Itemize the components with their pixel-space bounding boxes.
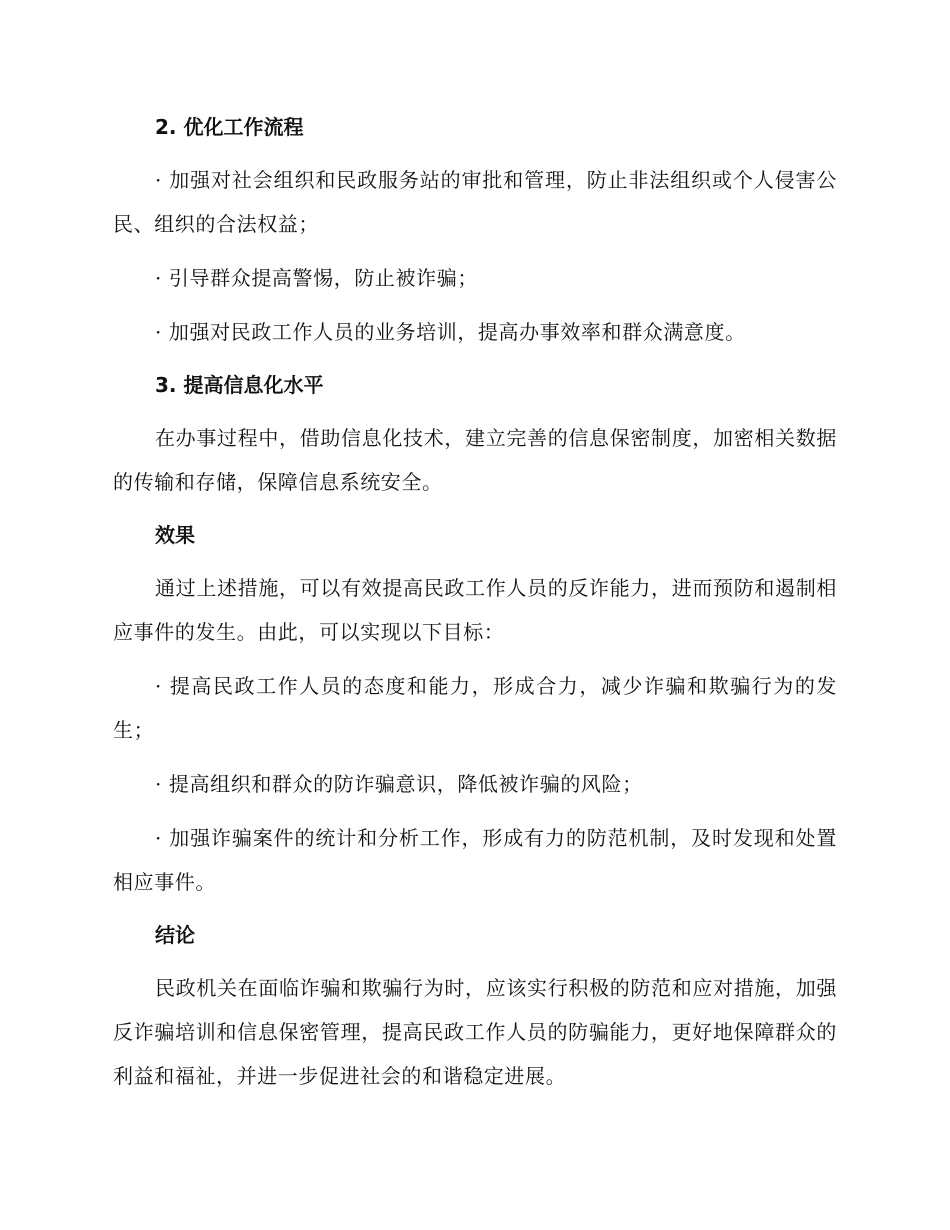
section-heading-effect: 效果	[155, 523, 195, 547]
paragraph: 民政机关在面临诈骗和欺骗行为时，应该实行积极的防范和应对措施，加强反诈骗培训和信息保密管理，提高民政工作人员的防骗能力，更好地保障群众的利益和福祉，并进一步促进社会的和谐稳定进展。	[113, 976, 837, 1088]
bullet-item: · 提高组织和群众的防诈骗意识，降低被诈骗的风险；	[155, 772, 643, 796]
bullet-item: · 提高民政工作人员的态度和能力，形成合力，减少诈骗和欺骗行为的发生；	[113, 674, 837, 742]
bullet-item: · 加强诈骗案件的统计和分析工作，形成有力的防范机制，及时发现和处置相应事件。	[113, 826, 837, 894]
bullet-item: · 加强对民政工作人员的业务培训，提高办事效率和群众满意度。	[155, 320, 746, 344]
bullet-item: · 引导群众提高警惕，防止被诈骗；	[155, 266, 478, 290]
document-body	[113, 106, 837, 1108]
paragraph: 通过上述措施，可以有效提高民政工作人员的反诈能力，进而预防和遏制相应事件的发生。由此，可以实现以下目标：	[113, 576, 837, 644]
section-heading-informatization: 3. 提高信息化水平	[155, 373, 324, 397]
bullet-item: · 加强对社会组织和民政服务站的审批和管理，防止非法组织或个人侵害公民、组织的合法权益；	[113, 168, 837, 236]
section-heading-conclusion: 结论	[155, 923, 195, 947]
paragraph: 在办事过程中，借助信息化技术，建立完善的信息保密制度，加密相关数据的传输和存储，保障信息系统安全。	[113, 426, 837, 494]
section-heading-optimize-workflow: 2. 优化工作流程	[155, 115, 304, 139]
